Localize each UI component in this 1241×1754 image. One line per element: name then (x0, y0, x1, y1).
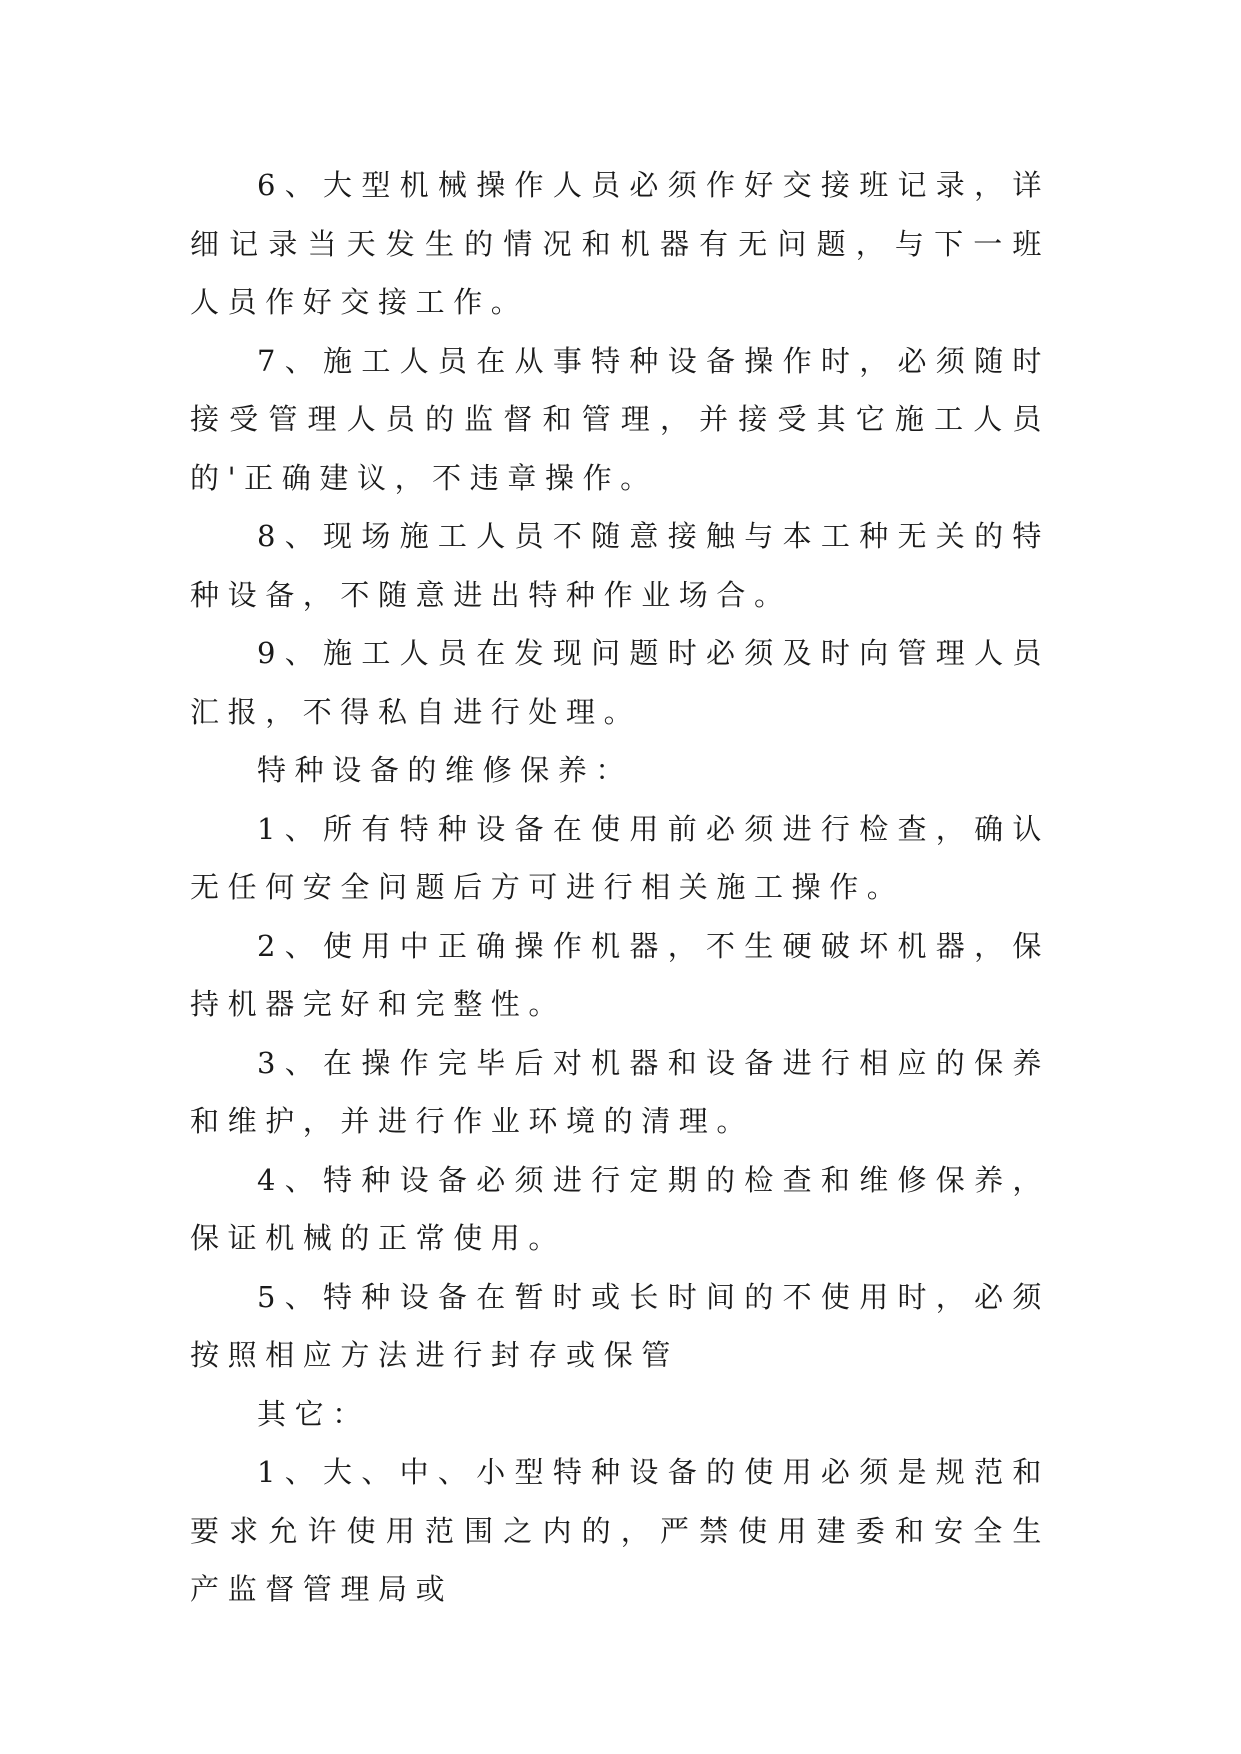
paragraph-handover-record: 6、大型机械操作人员必须作好交接班记录，详细记录当天发生的情况和机器有无问题，与下一班人员作好交接工作。 (190, 168, 1050, 319)
paragraph-correct-operation: 2、使用中正确操作机器，不生硬破坏机器，保持机器完好和完整性。 (190, 928, 1050, 1021)
document-body (190, 156, 1050, 1619)
paragraph-allowed-range: 1、大、中、小型特种设备的使用必须是规范和要求允许使用范围之内的，严禁使用建委和安全生产监督管理局或 (190, 1455, 1050, 1606)
paragraph-storage: 5、特种设备在暂时或长时间的不使用时，必须按照相应方法进行封存或保管 (190, 1279, 1050, 1372)
section-heading-maintenance: 特种设备的维修保养： (257, 753, 634, 787)
paragraph-pre-use-check: 1、所有特种设备在使用前必须进行检查，确认无任何安全问题后方可进行相关施工操作。 (190, 811, 1050, 904)
section-heading-other: 其它： (257, 1396, 370, 1431)
paragraph-post-use-maintenance: 3、在操作完毕后对机器和设备进行相应的保养和维护，并进行作业环境的清理。 (190, 1045, 1050, 1138)
paragraph-accept-supervision: 7、施工人员在从事特种设备操作时，必须随时接受管理人员的监督和管理，并接受其它施工人员的'正确建议，不违章操作。 (190, 343, 1050, 495)
paragraph-periodic-inspection: 4、特种设备必须进行定期的检查和维修保养，保证机械的正常使用。 (190, 1162, 1050, 1255)
paragraph-report-problems: 9、施工人员在发现问题时必须及时向管理人员汇报，不得私自进行处理。 (190, 636, 1050, 729)
paragraph-no-unrelated-equipment: 8、现场施工人员不随意接触与本工种无关的特种设备，不随意进出特种作业场合。 (190, 519, 1050, 612)
